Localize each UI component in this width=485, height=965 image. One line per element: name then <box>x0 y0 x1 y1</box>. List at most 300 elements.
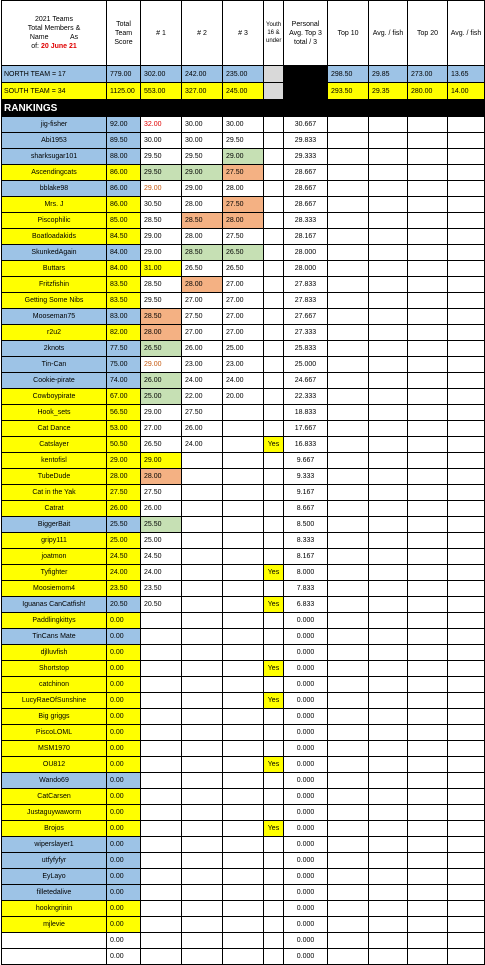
fish-3: 27.50 <box>223 165 264 181</box>
fish-3 <box>223 949 264 965</box>
table-row <box>2 885 485 901</box>
player-name: filletedalive <box>2 885 107 901</box>
fish-3 <box>223 853 264 869</box>
fish-3 <box>223 725 264 741</box>
fish-3 <box>223 421 264 437</box>
col-header-avg10: Avg. / fish <box>369 1 408 66</box>
table-row <box>2 341 485 357</box>
total-score: 86.00 <box>107 165 141 181</box>
fish-1 <box>141 789 182 805</box>
personal-avg: 0.000 <box>284 853 328 869</box>
fish-2: 28.50 <box>182 213 223 229</box>
fish-3: 26.50 <box>223 261 264 277</box>
top20-cell <box>408 709 448 725</box>
avg10-cell <box>369 325 408 341</box>
avg10-cell <box>369 517 408 533</box>
col-header-personal: Personal Avg. Top 3 total / 3 <box>284 1 328 66</box>
total-score: 67.00 <box>107 389 141 405</box>
total-score: 84.00 <box>107 261 141 277</box>
table-row <box>2 725 485 741</box>
top20-cell <box>408 117 448 133</box>
fish-1: 29.00 <box>141 245 182 261</box>
fish-2 <box>182 469 223 485</box>
total-score: 24.00 <box>107 565 141 581</box>
top20-cell <box>408 293 448 309</box>
personal-avg: 7.833 <box>284 581 328 597</box>
youth-flag <box>264 277 284 293</box>
personal-avg: 0.000 <box>284 901 328 917</box>
personal-avg: 27.833 <box>284 293 328 309</box>
table-row <box>2 805 485 821</box>
table-row <box>2 789 485 805</box>
table-row <box>2 261 485 277</box>
youth-flag <box>264 453 284 469</box>
youth-flag <box>264 853 284 869</box>
avg10-cell <box>369 789 408 805</box>
top20-cell <box>408 613 448 629</box>
fish-1 <box>141 773 182 789</box>
fish-3 <box>223 741 264 757</box>
fish-3 <box>223 933 264 949</box>
player-name: EyLayo <box>2 869 107 885</box>
avg10-cell <box>369 453 408 469</box>
youth-flag <box>264 357 284 373</box>
youth-flag <box>264 933 284 949</box>
team-avg10: 29.85 <box>369 66 408 83</box>
fish-3 <box>223 693 264 709</box>
total-score: 83.50 <box>107 293 141 309</box>
fish-3 <box>223 629 264 645</box>
top20-cell <box>408 565 448 581</box>
avg20-cell <box>448 741 485 757</box>
fish-3: 27.00 <box>223 325 264 341</box>
title-line-4: of: 20 June 21 <box>31 43 77 50</box>
avg10-cell <box>369 501 408 517</box>
avg20-cell <box>448 325 485 341</box>
personal-avg: 0.000 <box>284 693 328 709</box>
total-score: 77.50 <box>107 341 141 357</box>
total-score: 88.00 <box>107 149 141 165</box>
top20-cell <box>408 261 448 277</box>
avg20-cell <box>448 373 485 389</box>
top20-cell <box>408 629 448 645</box>
table-row <box>2 837 485 853</box>
header-row <box>2 1 485 66</box>
player-name: Moosiemom4 <box>2 581 107 597</box>
personal-avg: 17.667 <box>284 421 328 437</box>
top10-cell <box>328 933 369 949</box>
avg10-cell <box>369 693 408 709</box>
total-score: 85.00 <box>107 213 141 229</box>
youth-flag <box>264 341 284 357</box>
youth-flag <box>264 885 284 901</box>
fish-1: 28.00 <box>141 325 182 341</box>
total-score: 0.00 <box>107 885 141 901</box>
fish-3 <box>223 485 264 501</box>
top20-cell <box>408 549 448 565</box>
total-score: 0.00 <box>107 645 141 661</box>
personal-avg: 24.667 <box>284 373 328 389</box>
fish-2 <box>182 837 223 853</box>
fish-3 <box>223 805 264 821</box>
fish-3: 20.00 <box>223 389 264 405</box>
youth-flag <box>264 293 284 309</box>
fish-1 <box>141 645 182 661</box>
avg20-cell <box>448 949 485 965</box>
fish-1 <box>141 949 182 965</box>
fish-2: 26.50 <box>182 261 223 277</box>
fish-2: 26.00 <box>182 341 223 357</box>
player-name: Fritzfishin <box>2 277 107 293</box>
fish-2 <box>182 517 223 533</box>
top10-cell <box>328 229 369 245</box>
fish-1: 30.00 <box>141 133 182 149</box>
player-name: Shortstop <box>2 661 107 677</box>
top10-cell <box>328 453 369 469</box>
fish-2: 29.50 <box>182 149 223 165</box>
player-name: Hook_sets <box>2 405 107 421</box>
top20-cell <box>408 149 448 165</box>
fish-1: 26.00 <box>141 373 182 389</box>
avg10-cell <box>369 373 408 389</box>
fish-3 <box>223 885 264 901</box>
table-row <box>2 821 485 837</box>
fish-2: 24.00 <box>182 437 223 453</box>
youth-flag <box>264 501 284 517</box>
player-name: Catrat <box>2 501 107 517</box>
total-score: 0.00 <box>107 933 141 949</box>
fish-1: 29.00 <box>141 229 182 245</box>
top10-cell <box>328 629 369 645</box>
avg10-cell <box>369 917 408 933</box>
avg20-cell <box>448 581 485 597</box>
personal-avg: 0.000 <box>284 821 328 837</box>
avg20-cell <box>448 341 485 357</box>
player-name: joatmon <box>2 549 107 565</box>
top10-cell <box>328 245 369 261</box>
fish-3 <box>223 565 264 581</box>
fish-3: 29.50 <box>223 133 264 149</box>
player-name: Cookie-pirate <box>2 373 107 389</box>
team-top10: 293.50 <box>328 83 369 100</box>
fish-2: 27.00 <box>182 293 223 309</box>
fish-2 <box>182 533 223 549</box>
table-row <box>2 741 485 757</box>
top20-cell <box>408 501 448 517</box>
rankings-row <box>2 100 485 117</box>
top20-cell <box>408 933 448 949</box>
fish-1: 29.00 <box>141 453 182 469</box>
top20-cell <box>408 741 448 757</box>
avg20-cell <box>448 693 485 709</box>
table-row <box>2 949 485 965</box>
youth-flag <box>264 181 284 197</box>
total-score: 25.00 <box>107 533 141 549</box>
team-top10: 298.50 <box>328 66 369 83</box>
avg20-cell <box>448 661 485 677</box>
team-avg20: 14.00 <box>448 83 485 100</box>
table-row <box>2 245 485 261</box>
avg10-cell <box>369 885 408 901</box>
avg10-cell <box>369 469 408 485</box>
fish-3 <box>223 517 264 533</box>
fish-1: 20.50 <box>141 597 182 613</box>
fish-3: 27.00 <box>223 293 264 309</box>
personal-avg: 9.333 <box>284 469 328 485</box>
player-name: TubeDude <box>2 469 107 485</box>
fish-1: 25.50 <box>141 517 182 533</box>
personal-avg: 25.000 <box>284 357 328 373</box>
table-row <box>2 709 485 725</box>
fish-1 <box>141 725 182 741</box>
youth-flag <box>264 229 284 245</box>
top20-cell <box>408 949 448 965</box>
total-score: 0.00 <box>107 805 141 821</box>
personal-avg: 0.000 <box>284 917 328 933</box>
avg10-cell <box>369 549 408 565</box>
top10-cell <box>328 645 369 661</box>
fish-1 <box>141 821 182 837</box>
top10-cell <box>328 853 369 869</box>
youth-flag <box>264 869 284 885</box>
title-line-2: Total Members & <box>27 25 81 32</box>
table-row <box>2 757 485 773</box>
avg10-cell <box>369 181 408 197</box>
fish-3 <box>223 789 264 805</box>
fish-1: 29.50 <box>141 165 182 181</box>
table-row <box>2 645 485 661</box>
avg20-cell <box>448 677 485 693</box>
fish-1: 25.00 <box>141 389 182 405</box>
avg10-cell <box>369 613 408 629</box>
total-score: 86.00 <box>107 181 141 197</box>
top10-cell <box>328 133 369 149</box>
total-score: 0.00 <box>107 709 141 725</box>
fish-1: 29.50 <box>141 293 182 309</box>
youth-flag <box>264 677 284 693</box>
personal-avg: 0.000 <box>284 757 328 773</box>
fish-2: 26.00 <box>182 421 223 437</box>
avg20-cell <box>448 197 485 213</box>
top20-cell <box>408 485 448 501</box>
fish-3 <box>223 645 264 661</box>
youth-flag <box>264 133 284 149</box>
fish-2: 27.50 <box>182 309 223 325</box>
total-score: 0.00 <box>107 677 141 693</box>
personal-avg: 0.000 <box>284 789 328 805</box>
player-name: sharksugar101 <box>2 149 107 165</box>
avg20-cell <box>448 357 485 373</box>
youth-flag <box>264 389 284 405</box>
youth-flag: Yes <box>264 693 284 709</box>
personal-avg: 0.000 <box>284 949 328 965</box>
youth-flag <box>264 917 284 933</box>
top10-cell <box>328 661 369 677</box>
top20-cell <box>408 693 448 709</box>
table-row <box>2 933 485 949</box>
table-row <box>2 309 485 325</box>
player-name: Big griggs <box>2 709 107 725</box>
youth-flag <box>264 901 284 917</box>
fish-3 <box>223 869 264 885</box>
total-score: 74.00 <box>107 373 141 389</box>
top20-cell <box>408 357 448 373</box>
total-score: 28.00 <box>107 469 141 485</box>
team-f1: 553.00 <box>141 83 182 100</box>
youth-flag: Yes <box>264 821 284 837</box>
col-header-top10: Top 10 <box>328 1 369 66</box>
top10-cell <box>328 693 369 709</box>
fish-2: 27.50 <box>182 405 223 421</box>
fish-2 <box>182 853 223 869</box>
fish-1: 26.00 <box>141 501 182 517</box>
total-score: 0.00 <box>107 837 141 853</box>
total-score: 0.00 <box>107 869 141 885</box>
top10-cell <box>328 581 369 597</box>
fish-2: 30.00 <box>182 133 223 149</box>
top10-cell <box>328 149 369 165</box>
player-name: Buttars <box>2 261 107 277</box>
top20-cell <box>408 165 448 181</box>
player-name: Boatloadakids <box>2 229 107 245</box>
avg10-cell <box>369 805 408 821</box>
table-row <box>2 917 485 933</box>
total-score: 89.50 <box>107 133 141 149</box>
youth-flag <box>264 837 284 853</box>
top10-cell <box>328 389 369 405</box>
table-row <box>2 453 485 469</box>
avg10-cell <box>369 245 408 261</box>
youth-flag <box>264 421 284 437</box>
fish-3 <box>223 469 264 485</box>
team-personal <box>284 83 328 100</box>
fish-1: 25.00 <box>141 533 182 549</box>
player-name <box>2 933 107 949</box>
table-row <box>2 405 485 421</box>
top20-cell <box>408 725 448 741</box>
top20-cell <box>408 405 448 421</box>
fish-3: 27.50 <box>223 229 264 245</box>
youth-flag <box>264 645 284 661</box>
fish-3 <box>223 613 264 629</box>
top10-cell <box>328 293 369 309</box>
personal-avg: 0.000 <box>284 629 328 645</box>
top10-cell <box>328 789 369 805</box>
top10-cell <box>328 805 369 821</box>
total-score: 56.50 <box>107 405 141 421</box>
fish-2 <box>182 597 223 613</box>
fish-1 <box>141 693 182 709</box>
fish-2 <box>182 629 223 645</box>
top10-cell <box>328 165 369 181</box>
player-name: Paddlingkittys <box>2 613 107 629</box>
total-score: 0.00 <box>107 693 141 709</box>
personal-avg: 28.333 <box>284 213 328 229</box>
player-name: TinCans Mate <box>2 629 107 645</box>
avg20-cell <box>448 757 485 773</box>
avg20-cell <box>448 709 485 725</box>
top20-cell <box>408 677 448 693</box>
table-row <box>2 773 485 789</box>
avg10-cell <box>369 165 408 181</box>
player-name: Iguanas CanCatfish! <box>2 597 107 613</box>
fish-2: 29.00 <box>182 165 223 181</box>
team-f2: 327.00 <box>182 83 223 100</box>
youth-flag <box>264 213 284 229</box>
fish-2 <box>182 565 223 581</box>
fish-1 <box>141 661 182 677</box>
fish-1: 24.50 <box>141 549 182 565</box>
avg10-cell <box>369 261 408 277</box>
avg20-cell <box>448 389 485 405</box>
youth-flag <box>264 325 284 341</box>
total-score: 0.00 <box>107 629 141 645</box>
top20-cell <box>408 645 448 661</box>
youth-flag <box>264 805 284 821</box>
avg10-cell <box>369 341 408 357</box>
avg10-cell <box>369 597 408 613</box>
avg20-cell <box>448 165 485 181</box>
fish-1 <box>141 837 182 853</box>
total-score: 50.50 <box>107 437 141 453</box>
avg20-cell <box>448 405 485 421</box>
team-personal <box>284 66 328 83</box>
table-row <box>2 533 485 549</box>
avg20-cell <box>448 229 485 245</box>
top10-cell <box>328 549 369 565</box>
player-name: r2u2 <box>2 325 107 341</box>
player-name: Getting Some Nibs <box>2 293 107 309</box>
fish-2 <box>182 789 223 805</box>
avg20-cell <box>448 725 485 741</box>
top10-cell <box>328 821 369 837</box>
avg20-cell <box>448 613 485 629</box>
youth-flag: Yes <box>264 437 284 453</box>
youth-flag <box>264 533 284 549</box>
fish-1 <box>141 869 182 885</box>
personal-avg: 28.167 <box>284 229 328 245</box>
personal-avg: 28.000 <box>284 261 328 277</box>
top20-cell <box>408 229 448 245</box>
top20-cell <box>408 917 448 933</box>
table-row <box>2 293 485 309</box>
top10-cell <box>328 341 369 357</box>
fish-1: 23.50 <box>141 581 182 597</box>
top10-cell <box>328 757 369 773</box>
title-line-3: Name As <box>29 34 79 41</box>
table-row <box>2 165 485 181</box>
top20-cell <box>408 181 448 197</box>
top20-cell <box>408 837 448 853</box>
youth-flag <box>264 165 284 181</box>
team-f1: 302.00 <box>141 66 182 83</box>
fish-1 <box>141 885 182 901</box>
total-score: 0.00 <box>107 949 141 965</box>
avg20-cell <box>448 293 485 309</box>
avg10-cell <box>369 277 408 293</box>
top20-cell <box>408 805 448 821</box>
player-name: Cat in the Yak <box>2 485 107 501</box>
fish-1: 28.50 <box>141 277 182 293</box>
top10-cell <box>328 709 369 725</box>
player-name: Wando69 <box>2 773 107 789</box>
table-row <box>2 677 485 693</box>
youth-flag <box>264 725 284 741</box>
personal-avg: 27.667 <box>284 309 328 325</box>
personal-avg: 0.000 <box>284 869 328 885</box>
top10-cell <box>328 533 369 549</box>
player-name: Cowboypirate <box>2 389 107 405</box>
